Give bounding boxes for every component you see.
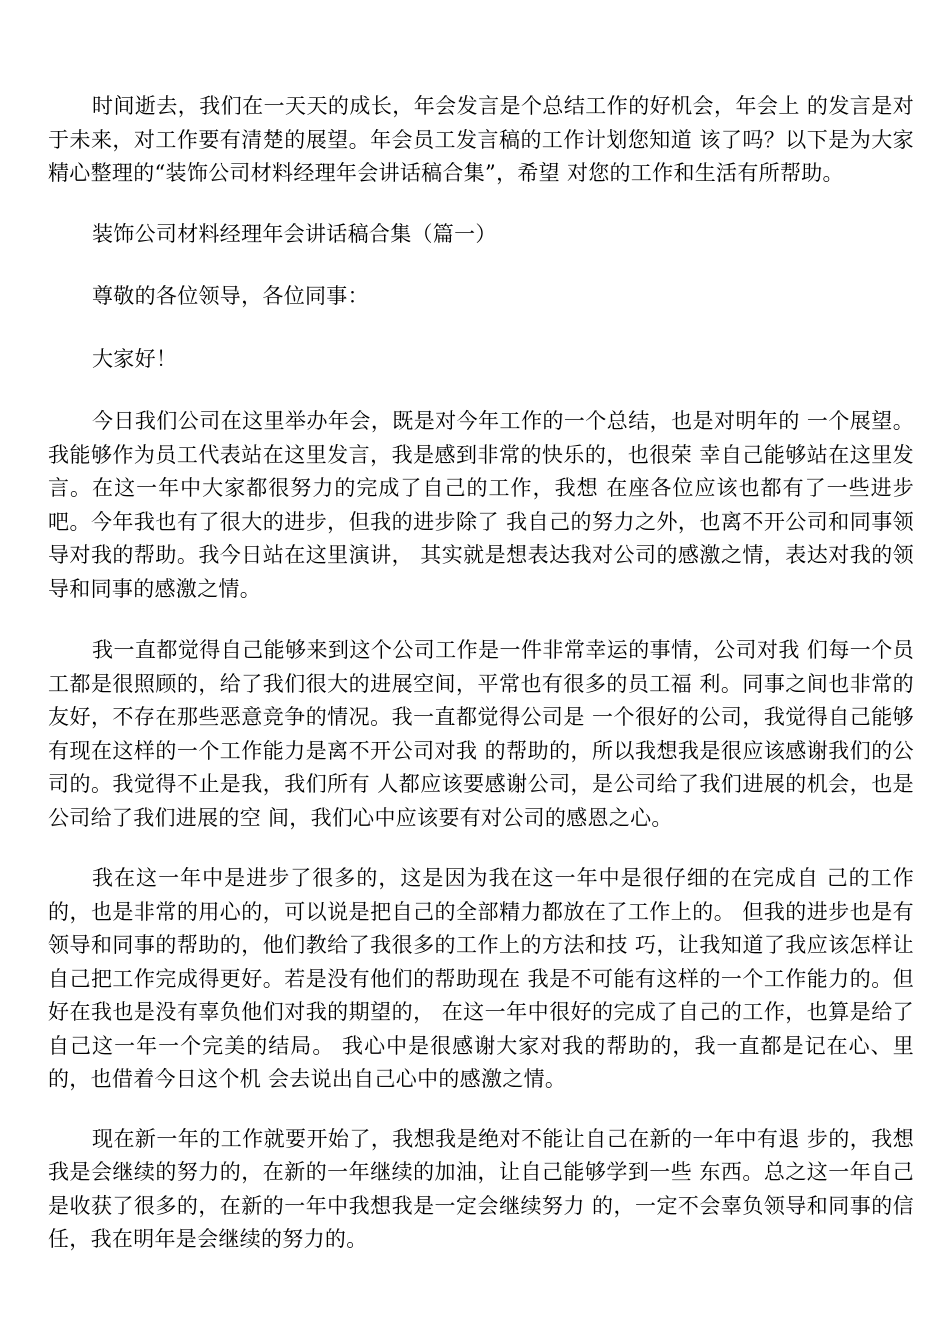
salutation: 尊敬的各位领导，各位同事： [92, 284, 369, 308]
intro-paragraph: 时间逝去，我们在一天天的成长，年会发言是个总结工作的好机会，年会上 的发言是对于未来，对工作要有清楚的展望。年会员工发言稿的工作计划您知道 该了吗？以下是为大家精心整理的“装饰公司材料经理年会讲话稿合集”，希望 对您的工作和生活有所帮助。 [48, 94, 914, 185]
greeting: 大家好！ [92, 346, 178, 371]
section-heading: 装饰公司材料经理年会讲话稿合集（篇一） [92, 221, 497, 246]
body-paragraph-4: 现在新一年的工作就要开始了，我想我是绝对不能让自己在新的一年中有退 步的，我想我是会继续的努力的，在新的一年继续的加油，让自己能够学到一些 东西。总之这一年自己是收获了很多的，在新的一年中我想我是一定会继续努力 的，一定不会辜负领导和同事的信任，我在明年是会继续的努力的。 [48, 1126, 914, 1251]
body-paragraph-2: 我一直都觉得自己能够来到这个公司工作是一件非常幸运的事情，公司对我 们每一个员工都是很照顾的，给了我们很大的进展空间，平常也有很多的员工福 利。同事之间也非常的友好，不存在那些恶意竞争的情况。我一直都觉得公司是 一个很好的公司，我觉得自己能够有现在这样的一个工作能力是离不开公司对我 的帮助的，所以我想我是很应该感谢我们的公司的。我觉得不止是我，我们所有 人都应该要感谢公司，是公司给了我们进展的机会，也是公司给了我们进展的空 间，我们心中应该要有对公司的感恩之心。 [48, 638, 914, 830]
document-page [48, 90, 914, 1257]
body-paragraph-1: 今日我们公司在这里举办年会，既是对今年工作的一个总结，也是对明年的 一个展望。我能够作为员工代表站在这里发言，我是感到非常的快乐的，也很荣 幸自己能够站在这里发言。在这一年中大家都很努力的完成了自己的工作，我想 在座各位应该也都有了一些进步吧。今年我也有了很大的进步，但我的进步除了 我自己的努力之外，也离不开公司和同事领导对我的帮助。我今日站在这里演讲， 其实就是想表达我对公司的感激之情，表达对我的领导和同事的感激之情。 [48, 409, 914, 601]
body-paragraph-3: 我在这一年中是进步了很多的，这是因为我在这一年中是很仔细的在完成自 己的工作的，也是非常的用心的，可以说是把自己的全部精力都放在了工作上的。 但我的进步也是有领导和同事的帮助的，他们教给了我很多的工作上的方法和技 巧，让我知道了我应该怎样让自己把工作完成得更好。若是没有他们的帮助现在 我是不可能有这样的一个工作能力的。但好在我也是没有辜负他们对我的期望的， 在这一年中很好的完成了自己的工作，也算是给了自己这一年一个完美的结局。 我心中是很感谢大家对我的帮助的，我一直都是记在心、里的，也借着今日这个机 会去说出自己心中的感激之情。 [48, 866, 914, 1091]
